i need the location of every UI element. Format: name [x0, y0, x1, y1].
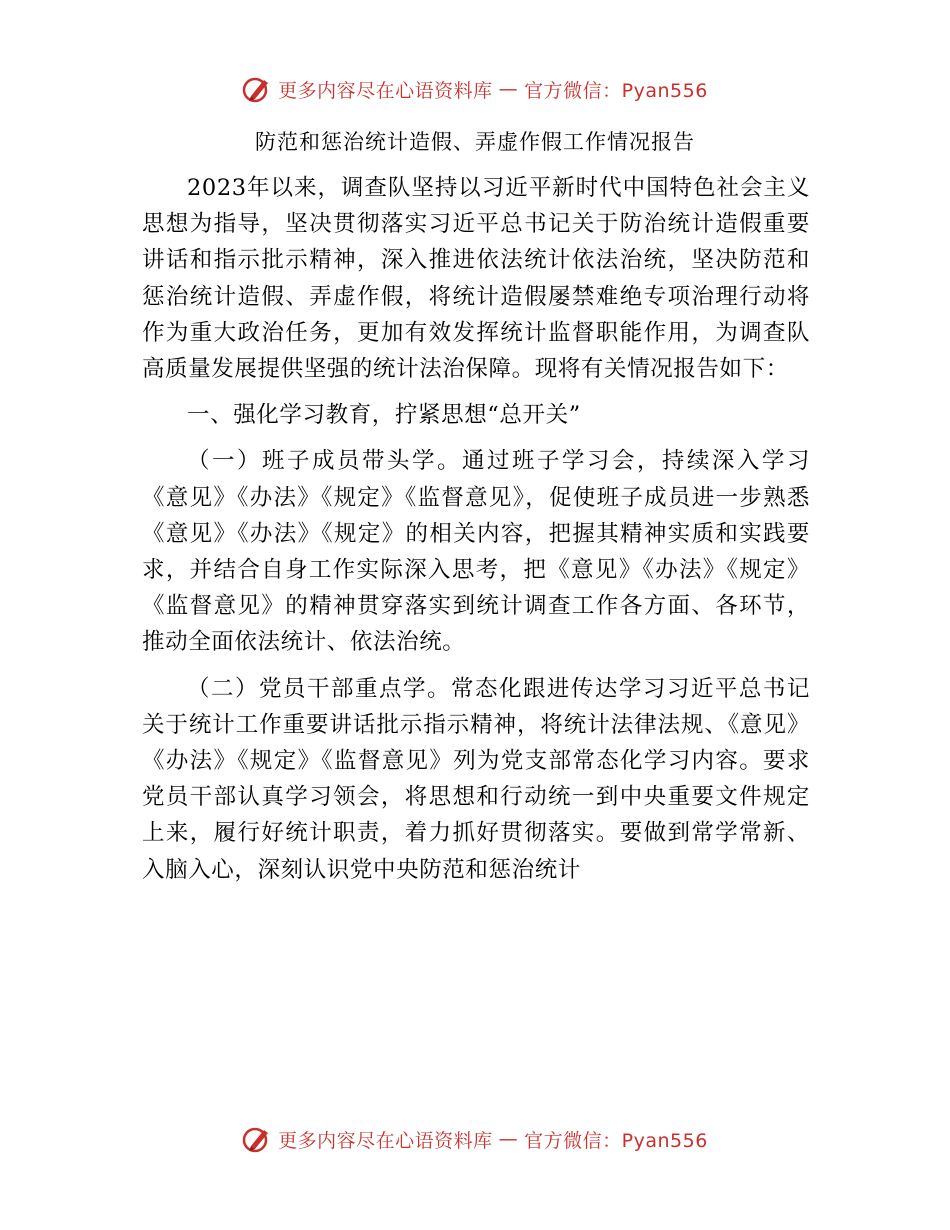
watermark-contact: 官方微信：Pyan556	[524, 1129, 708, 1152]
pen-logo-icon	[242, 1124, 272, 1154]
intro-paragraph: 2023年以来，调查队坚持以习近平新时代中国特色社会主义思想为指导，坚决贯彻落实习近平总书记关于防治统计造假重要讲话和指示批示精神，深入推进依法统计依法治统，坚决防范和惩治统计造假、弄虚作假，将统计造假屡禁难绝专项治理行动将作为重大政治任务，更加有效发挥统计监督职能作用，为调查队高质量发展提供坚强的统计法治保障。现将有关情况报告如下：	[142, 175, 810, 383]
watermark-separator: —	[498, 1128, 519, 1150]
watermark-text: 更多内容尽在心语资料库	[278, 79, 493, 102]
paragraph-1: （一）班子成员带头学。通过班子学习会，持续深入学习《意见》《办法》《规定》《监督意见》，促使班子成员进一步熟悉《意见》《办法》《规定》的相关内容，把握其精神实质和实践要求，并结合自身工作实际深入思考，把《意见》《办法》《规定》《监督意见》的精神贯穿落实到统计调查工作各方面、各环节，推动全面依法统计、依法治统。	[142, 448, 810, 656]
watermark-contact: 官方微信：Pyan556	[524, 79, 708, 102]
watermark-separator: —	[498, 78, 519, 100]
section-heading: 一、强化学习教育，拧紧思想“总开关”	[187, 402, 581, 429]
header-watermark	[0, 74, 950, 104]
footer-watermark	[0, 1124, 950, 1154]
watermark-text: 更多内容尽在心语资料库	[278, 1129, 493, 1152]
pen-logo-icon	[242, 74, 272, 104]
document-body	[142, 170, 810, 898]
paragraph-2: （二）党员干部重点学。常态化跟进传达学习习近平总书记关于统计工作重要讲话批示指示精神，将统计法律法规、《意见》《办法》《规定》《监督意见》列为党支部常态化学习内容。要求党员干部认真学习领会，将思想和行动统一到中央重要文件规定上来，履行好统计职责，着力抓好贯彻落实。要做到常学常新、入脑入心，深刻认识党中央防范和惩治统计	[142, 675, 810, 883]
document-title: 防范和惩治统计造假、弄虚作假工作情况报告	[255, 130, 695, 154]
